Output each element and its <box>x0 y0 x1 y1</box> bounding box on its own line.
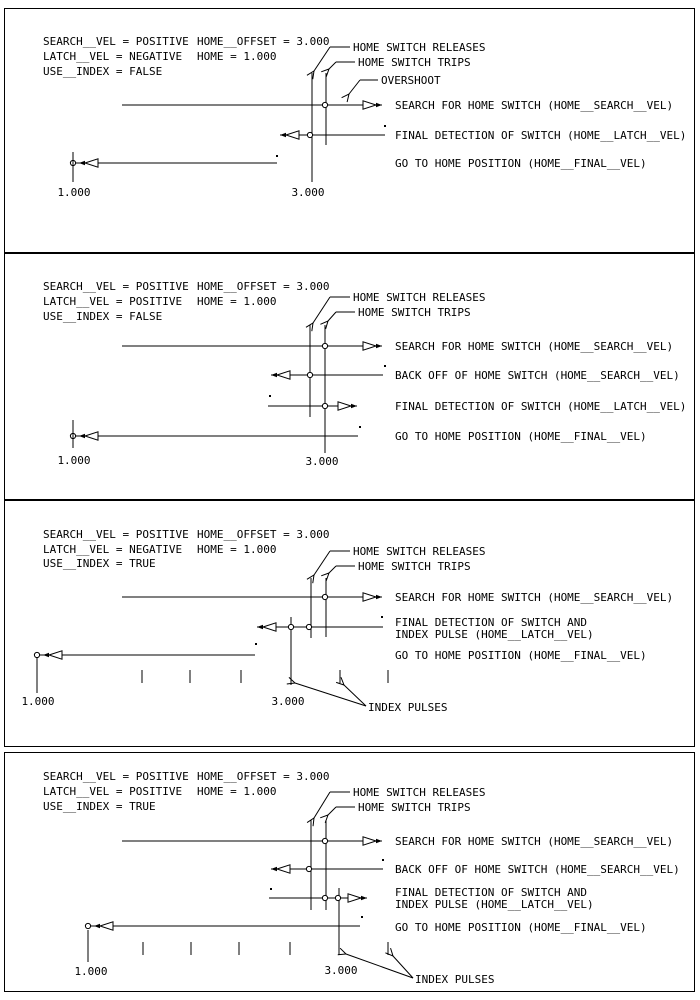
leader-home-switch-releases <box>314 551 350 575</box>
backoff-move-line <box>271 859 384 873</box>
setting-search-vel: SEARCH__VEL = POSITIVE <box>43 35 189 48</box>
setting-use-index: USE__INDEX = FALSE <box>43 310 163 323</box>
callout-home-switch-releases: HOME SWITCH RELEASES <box>353 41 486 54</box>
leader-home-switch-trips <box>328 312 355 321</box>
step-label-final-detection: FINAL DETECTION OF SWITCH (HOME__LATCH__VEL) <box>395 400 687 413</box>
setting-home: HOME = 1.000 <box>197 785 277 798</box>
axis-label-offset: 3.000 <box>271 695 305 708</box>
axis-label-home: 1.000 <box>74 965 108 978</box>
callout-home-switch-trips: HOME SWITCH TRIPS <box>358 560 471 573</box>
step-label-final-detection: FINAL DETECTION OF SWITCH (HOME__LATCH__VEL) <box>395 129 687 142</box>
setting-home-offset: HOME__OFFSET = 3.000 <box>197 280 330 293</box>
search-move-line <box>122 593 382 601</box>
backoff-move-line <box>271 365 386 379</box>
callout-home-switch-releases: HOME SWITCH RELEASES <box>353 291 486 304</box>
latch-move-line <box>268 395 357 410</box>
leader-index-pulses <box>295 683 366 706</box>
callout-home-switch-trips: HOME SWITCH TRIPS <box>358 56 471 69</box>
axis-label-offset: 3.000 <box>305 455 339 468</box>
step-label-final-detection-2: INDEX PULSE (HOME__LATCH__VEL) <box>395 628 594 641</box>
setting-latch-vel: LATCH__VEL = NEGATIVE <box>43 543 183 556</box>
latch-move-line <box>257 616 383 631</box>
axis-label-home: 1.000 <box>21 695 55 708</box>
callout-home-switch-trips: HOME SWITCH TRIPS <box>358 306 471 319</box>
step-label-search: SEARCH FOR HOME SWITCH (HOME__SEARCH__VEL) <box>395 835 674 848</box>
setting-use-index: USE__INDEX = TRUE <box>43 800 156 813</box>
axis-label-home: 1.000 <box>57 186 91 199</box>
index-pulses-label: INDEX PULSES <box>415 973 495 986</box>
search-move-line <box>122 837 382 845</box>
setting-search-vel: SEARCH__VEL = POSITIVE <box>43 280 189 293</box>
step-label-search: SEARCH FOR HOME SWITCH (HOME__SEARCH__VEL) <box>395 99 674 112</box>
leader-home-switch-trips <box>328 807 355 815</box>
setting-latch-vel: LATCH__VEL = POSITIVE <box>43 785 183 798</box>
index-pulse-ticks <box>143 942 388 955</box>
step-label-backoff: BACK OFF OF HOME SWITCH (HOME__SEARCH__VEL) <box>395 863 680 876</box>
latch-move-line <box>280 125 386 139</box>
axis-label-offset: 3.000 <box>324 964 358 977</box>
final-move-line <box>70 426 361 440</box>
final-move-line <box>85 916 363 930</box>
final-move-line <box>70 155 278 167</box>
step-label-backoff: BACK OFF OF HOME SWITCH (HOME__SEARCH__VEL) <box>395 369 680 382</box>
step-label-search: SEARCH FOR HOME SWITCH (HOME__SEARCH__VEL) <box>395 591 674 604</box>
setting-latch-vel: LATCH__VEL = POSITIVE <box>43 295 183 308</box>
setting-home-offset: HOME__OFFSET = 3.000 <box>197 528 330 541</box>
leader-home-switch-releases <box>314 792 350 818</box>
setting-home: HOME = 1.000 <box>197 50 277 63</box>
callout-home-switch-releases: HOME SWITCH RELEASES <box>353 786 486 799</box>
leader-overshoot <box>349 80 378 94</box>
search-move-line <box>122 342 382 350</box>
leader-home-switch-releases <box>313 297 350 323</box>
setting-use-index: USE__INDEX = FALSE <box>43 65 163 78</box>
step-label-final-detection-2: INDEX PULSE (HOME__LATCH__VEL) <box>395 898 594 911</box>
leader-home-switch-trips <box>329 566 355 573</box>
step-label-go-home: GO TO HOME POSITION (HOME__FINAL__VEL) <box>395 430 647 443</box>
panel-1 <box>4 8 695 253</box>
leader-home-switch-releases <box>314 47 350 71</box>
axis-label-home: 1.000 <box>57 454 91 467</box>
axis-label-offset: 3.000 <box>291 186 325 199</box>
setting-use-index: USE__INDEX = TRUE <box>43 557 156 570</box>
panel-2 <box>4 253 695 500</box>
step-label-go-home: GO TO HOME POSITION (HOME__FINAL__VEL) <box>395 649 647 662</box>
setting-home-offset: HOME__OFFSET = 3.000 <box>197 770 330 783</box>
step-label-final-detection-1: FINAL DETECTION OF SWITCH AND <box>395 616 588 629</box>
panel-3 <box>4 500 695 747</box>
callout-home-switch-trips: HOME SWITCH TRIPS <box>358 801 471 814</box>
search-move-line <box>122 101 382 109</box>
latch-move-line <box>269 888 367 902</box>
callout-home-switch-releases: HOME SWITCH RELEASES <box>353 545 486 558</box>
setting-home: HOME = 1.000 <box>197 543 277 556</box>
step-label-go-home: GO TO HOME POSITION (HOME__FINAL__VEL) <box>395 921 647 934</box>
index-pulses-label: INDEX PULSES <box>368 701 448 714</box>
leader-home-switch-trips <box>329 62 355 69</box>
step-label-final-detection-1: FINAL DETECTION OF SWITCH AND <box>395 886 588 899</box>
final-move-line <box>34 643 257 659</box>
panel-4 <box>4 752 695 992</box>
callout-overshoot: OVERSHOOT <box>381 74 441 87</box>
index-pulse-ticks <box>142 670 388 683</box>
step-label-go-home: GO TO HOME POSITION (HOME__FINAL__VEL) <box>395 157 647 170</box>
setting-search-vel: SEARCH__VEL = POSITIVE <box>43 770 189 783</box>
setting-home-offset: HOME__OFFSET = 3.000 <box>197 35 330 48</box>
setting-home: HOME = 1.000 <box>197 295 277 308</box>
step-label-search: SEARCH FOR HOME SWITCH (HOME__SEARCH__VEL) <box>395 340 674 353</box>
setting-search-vel: SEARCH__VEL = POSITIVE <box>43 528 189 541</box>
setting-latch-vel: LATCH__VEL = NEGATIVE <box>43 50 183 63</box>
